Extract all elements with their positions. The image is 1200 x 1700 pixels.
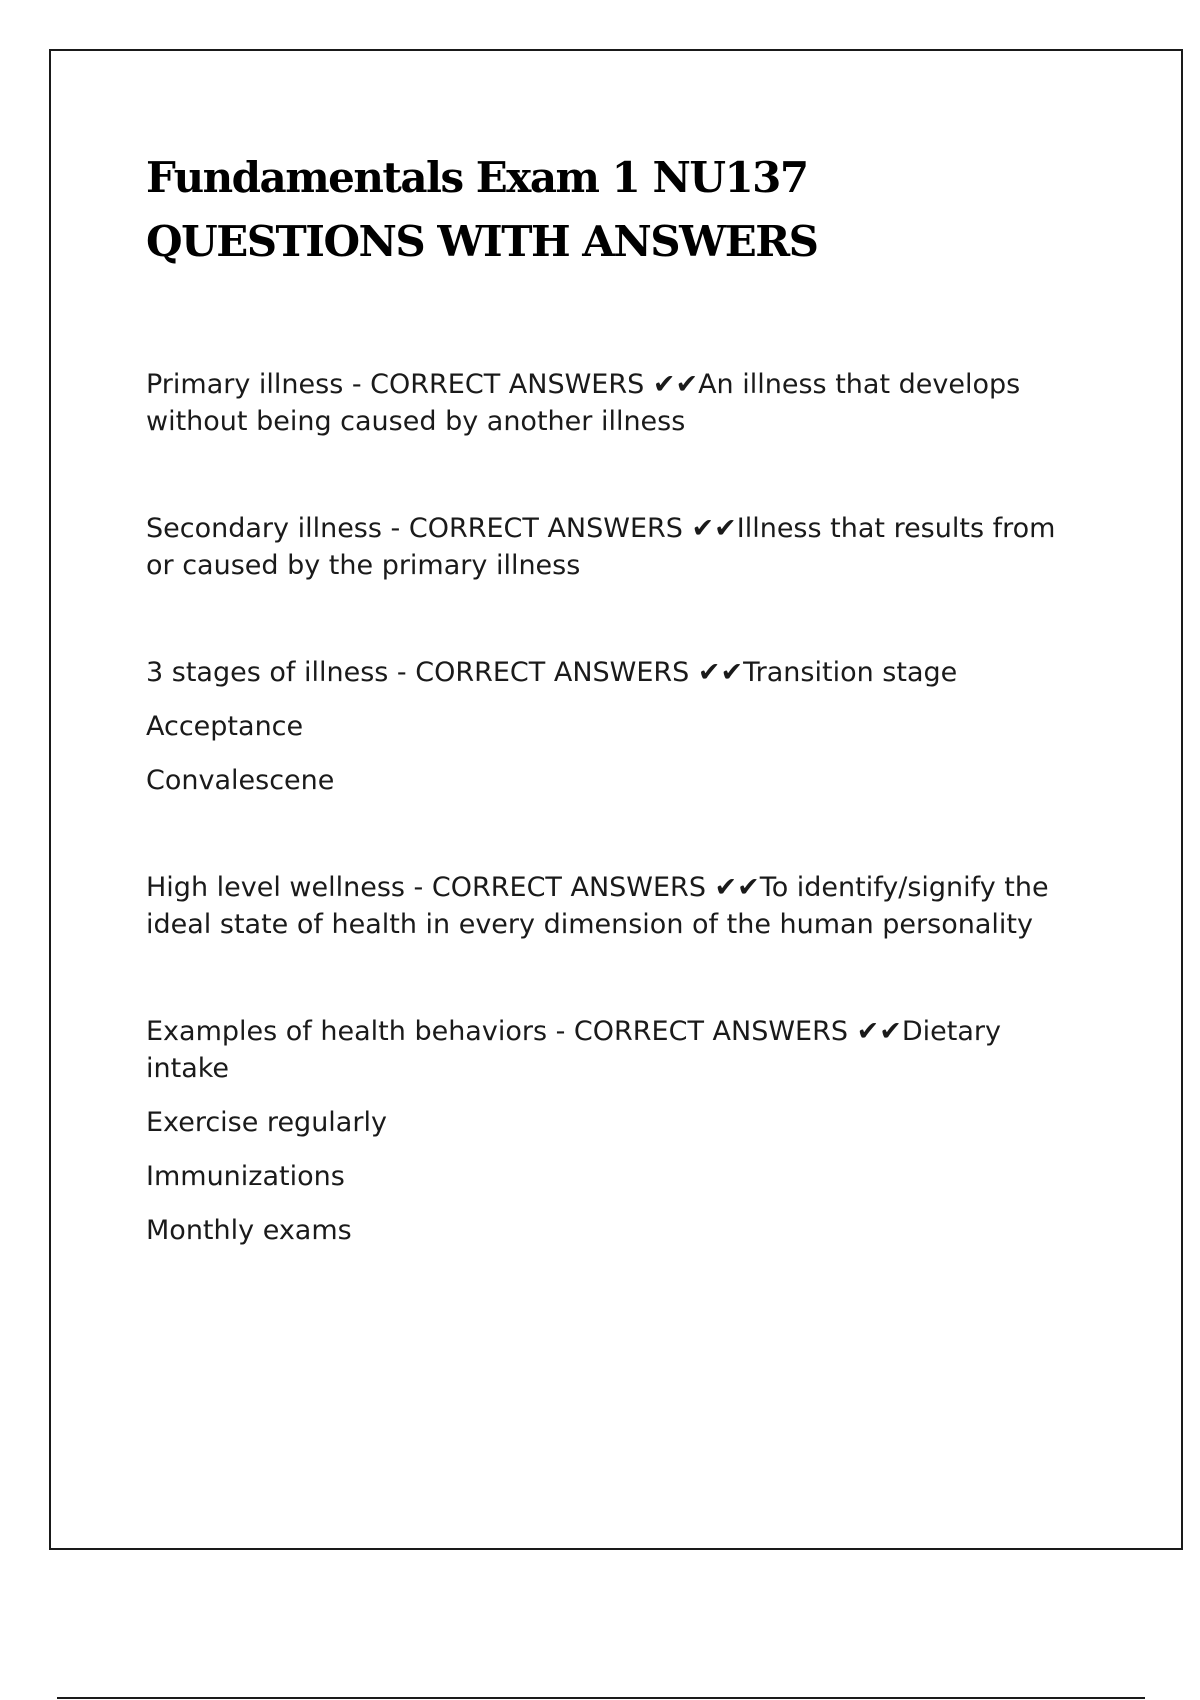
qa-text: 3 stages of illness - CORRECT ANSWERS ✔✔Transition stage (146, 657, 958, 688)
qa-text: Examples of health behaviors - CORRECT ANSWERS ✔✔Dietary intake (146, 1016, 1001, 1084)
qa-extra-line: Convalescene (146, 765, 335, 796)
qa-list (146, 366, 1086, 1249)
qa-extra-line: Exercise regularly (146, 1107, 387, 1138)
qa-text: Primary illness - CORRECT ANSWERS ✔✔An illness that develops without being caused by another illness (146, 369, 1021, 437)
qa-extra-line: Acceptance (146, 711, 304, 742)
qa-text: High level wellness - CORRECT ANSWERS ✔✔To identify/signify the ideal state of health in every dimension of the human personality (146, 872, 1049, 940)
footer-divider (57, 1697, 1145, 1699)
qa-item-health-behaviors (146, 1013, 1086, 1249)
qa-item-primary-illness (146, 366, 1086, 440)
qa-item-secondary-illness (146, 510, 1086, 584)
qa-item-stages-of-illness (146, 654, 1086, 799)
qa-extra-lines (146, 708, 1086, 799)
document-title: Fundamentals Exam 1 NU137 QUESTIONS WITH ANSWERS (146, 153, 818, 266)
qa-extra-line: Monthly exams (146, 1215, 352, 1246)
qa-extra-lines (146, 1104, 1086, 1249)
qa-text: Secondary illness - CORRECT ANSWERS ✔✔Illness that results from or caused by the primary illness (146, 513, 1056, 581)
qa-item-high-level-wellness (146, 869, 1086, 943)
qa-extra-line: Immunizations (146, 1161, 345, 1192)
